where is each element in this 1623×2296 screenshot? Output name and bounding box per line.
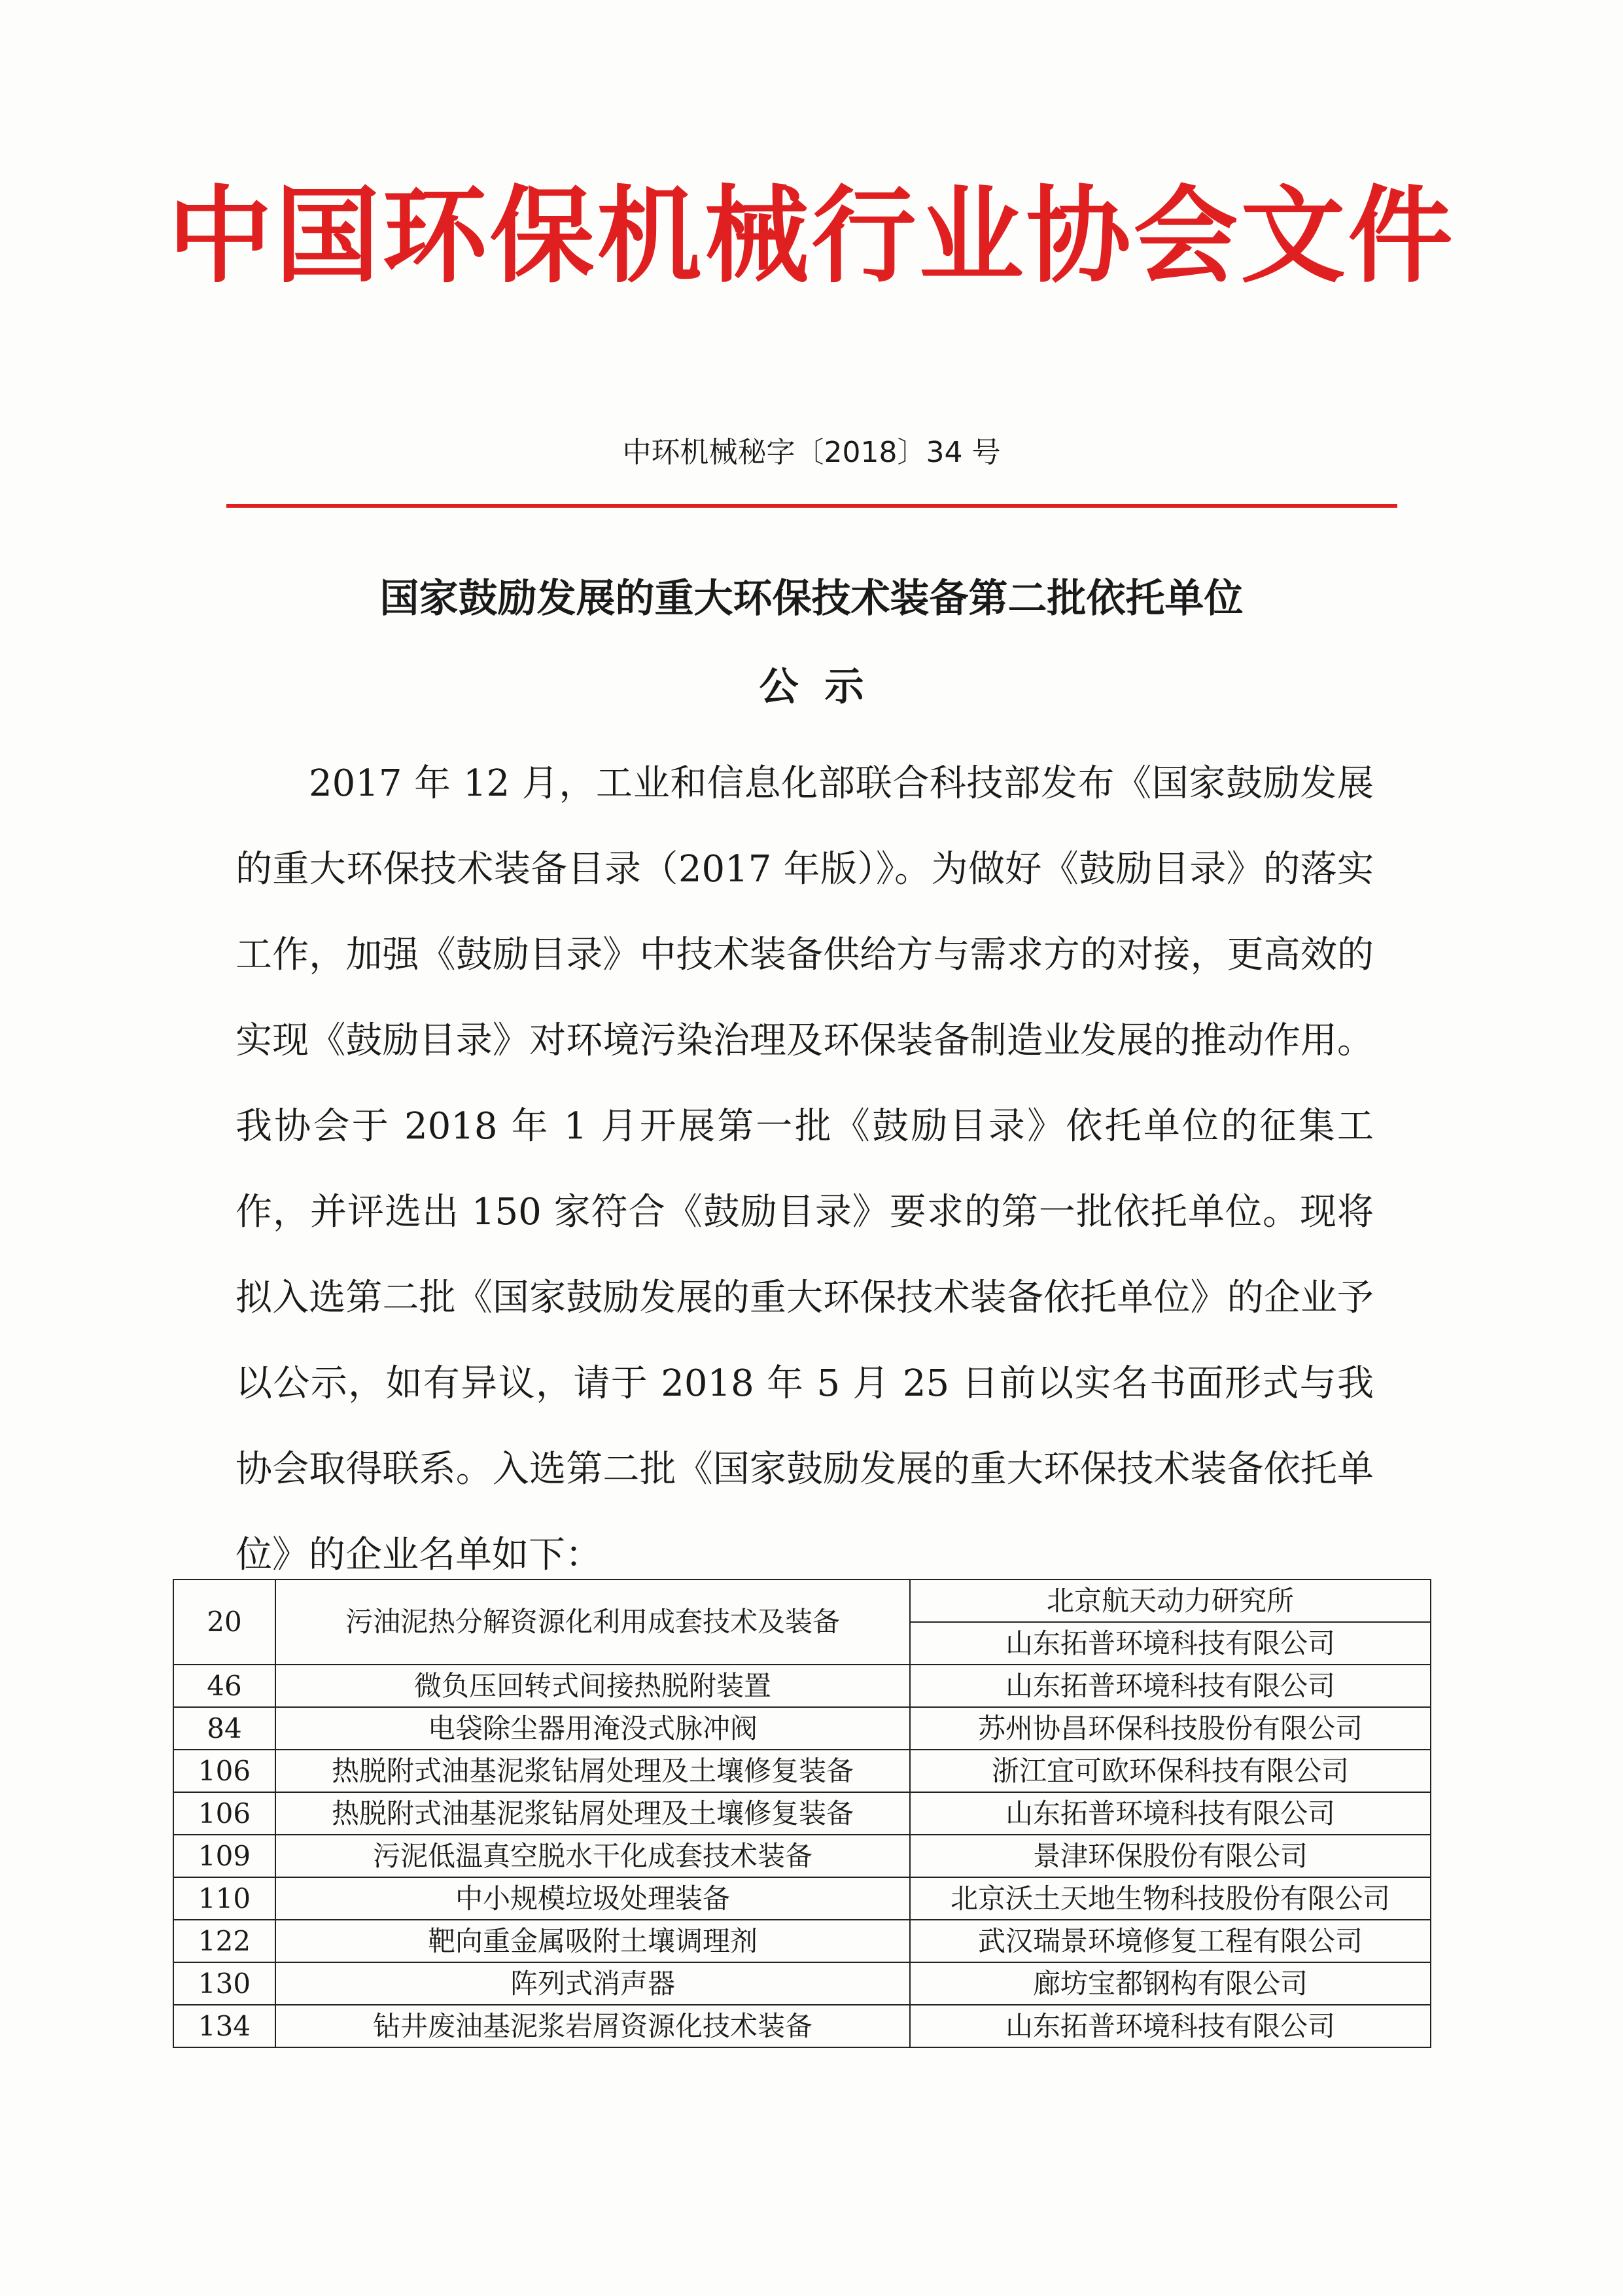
notice-body: 2017 年 12 月，工业和信息化部联合科技部发布《国家鼓励发展的重大环保技术装备目录（2017 年版）》。为做好《鼓励目录》的落实工作，加强《鼓励目录》中技术装备供给方与需求方的对接，更高效的实现《鼓励目录》对环境污染治理及环保装备制造业发展的推动作用。我协会于 2018 年 1 月开展第一批《鼓励目录》依托单位的征集工作，并评选出 150 家符合《鼓励目录》要求的第一批依托单位。现将拟入选第二批《国家鼓励发展的重大环保技术装备依托单位》的企业予以公示，如有异议，请于 2018 年 5 月 25 日前以实名书面形式与我协会取得联系。入选第二批《国家鼓励发展的重大环保技术装备依托单位》的企业名单如下： [236, 762, 1374, 1576]
row-number-cell: 109 [173, 1835, 275, 1877]
row-number-cell: 130 [173, 1962, 275, 2005]
equipment-name-cell: 热脱附式油基泥浆钻屑处理及土壤修复装备 [275, 1792, 910, 1835]
row-number-cell: 84 [173, 1707, 275, 1750]
equipment-name-cell: 钻井废油基泥浆岩屑资源化技术装备 [275, 2005, 910, 2047]
row-number-cell: 110 [173, 1877, 275, 1920]
row-number-cell: 122 [173, 1920, 275, 1962]
row-number-cell: 20 [173, 1580, 275, 1665]
equipment-name-cell: 中小规模垃圾处理装备 [275, 1877, 910, 1920]
table-row [173, 1580, 1431, 1622]
equipment-name-cell: 污油泥热分解资源化利用成套技术及装备 [275, 1580, 910, 1665]
equipment-name-cell: 微负压回转式间接热脱附装置 [275, 1665, 910, 1707]
equipment-name-cell: 污泥低温真空脱水干化成套技术装备 [275, 1835, 910, 1877]
table-row [173, 1707, 1431, 1750]
document-number: 中环机械秘字〔2018〕34 号 [622, 436, 1001, 469]
enterprise-list-table [173, 1579, 1431, 2048]
supporting-unit-cell: 苏州协昌环保科技股份有限公司 [910, 1707, 1431, 1750]
supporting-unit-cell: 山东拓普环境科技有限公司 [910, 1665, 1431, 1707]
supporting-unit-cell: 景津环保股份有限公司 [910, 1835, 1431, 1877]
supporting-unit-cell: 廊坊宝都钢构有限公司 [910, 1962, 1431, 2005]
row-number-cell: 106 [173, 1792, 275, 1835]
table-row [173, 1962, 1431, 2005]
supporting-unit-cell: 山东拓普环境科技有限公司 [910, 1792, 1431, 1835]
table-row [173, 1835, 1431, 1877]
table-row [173, 1750, 1431, 1792]
supporting-unit-cell: 山东拓普环境科技有限公司 [910, 2005, 1431, 2047]
table-row [173, 2005, 1431, 2047]
table-row [173, 1665, 1431, 1707]
red-divider-line [226, 504, 1397, 508]
row-number-cell: 46 [173, 1665, 275, 1707]
supporting-unit-cell: 北京航天动力研究所 [910, 1580, 1431, 1622]
table-row [173, 1792, 1431, 1835]
notice-title: 国家鼓励发展的重大环保技术装备第二批依托单位 [379, 576, 1244, 622]
supporting-unit-cell: 山东拓普环境科技有限公司 [910, 1622, 1431, 1665]
supporting-unit-cell: 浙江宜可欧环保科技有限公司 [910, 1750, 1431, 1792]
equipment-name-cell: 阵列式消声器 [275, 1962, 910, 2005]
supporting-unit-cell: 北京沃土天地生物科技股份有限公司 [910, 1877, 1431, 1920]
row-number-cell: 106 [173, 1750, 275, 1792]
enterprise-list-body [173, 1580, 1431, 2047]
notice-subtitle: 公示 [759, 664, 890, 710]
equipment-name-cell: 热脱附式油基泥浆钻屑处理及土壤修复装备 [275, 1750, 910, 1792]
supporting-unit-cell: 武汉瑞景环境修复工程有限公司 [910, 1920, 1431, 1962]
row-number-cell: 134 [173, 2005, 275, 2047]
org-letterhead-title: 中国环保机械行业协会文件 [167, 174, 1456, 297]
equipment-name-cell: 电袋除尘器用淹没式脉冲阀 [275, 1707, 910, 1750]
table-row [173, 1877, 1431, 1920]
equipment-name-cell: 靶向重金属吸附土壤调理剂 [275, 1920, 910, 1962]
table-row [173, 1920, 1431, 1962]
